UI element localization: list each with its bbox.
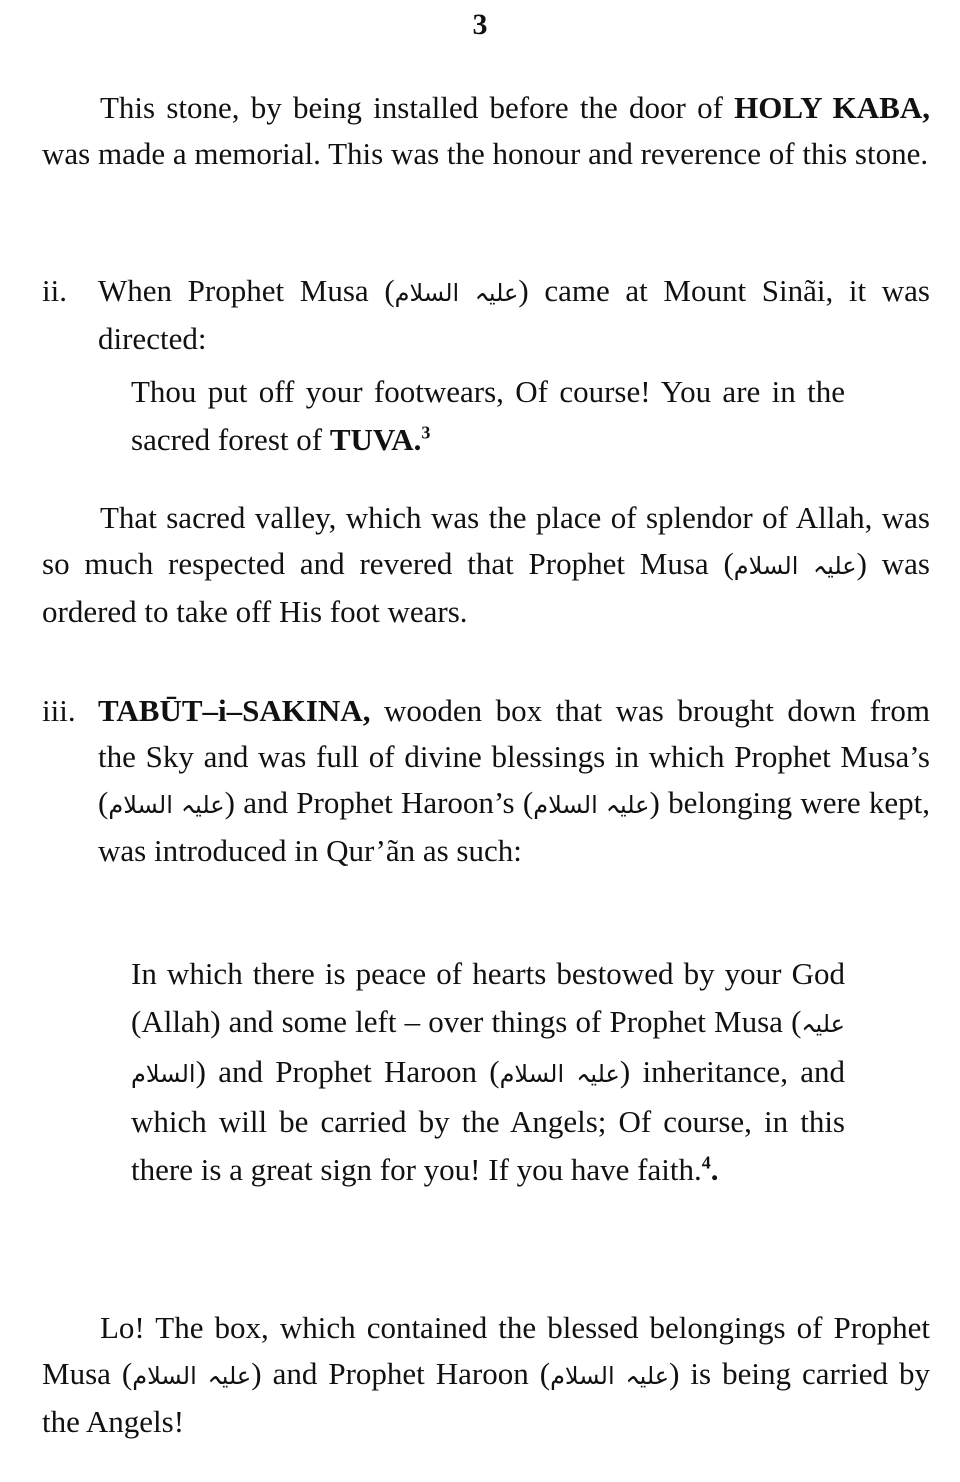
text: . [710, 1152, 719, 1187]
text: ) came at Mount Sinãi, it was directed: [98, 273, 930, 356]
honorific-arabic: عليہ السلام [108, 791, 225, 819]
text: wooden box that was brought down from the Sky and was full of divine blessings in which Prophet Musa’s ( [98, 693, 930, 820]
list-marker: iii. [42, 693, 76, 728]
page-number: 3 [472, 8, 488, 41]
honorific-arabic: عليہ السلام [499, 1060, 620, 1088]
text: ) is being carried by the Angels! [42, 1356, 930, 1439]
list-item-ii [42, 268, 930, 362]
emphasis-tuva: TUVA. [329, 422, 422, 457]
text: When Prophet Musa ( [98, 273, 395, 308]
text: This stone, by being installed before the door of [100, 90, 735, 125]
footnote-ref-3: 3 [421, 422, 431, 443]
text: was made a memorial. This was the honour and reverence of this stone. [42, 136, 929, 171]
emphasis-holy-kaba: HOLY KABA, [734, 90, 930, 125]
honorific-arabic: عليہ السلام [533, 791, 650, 819]
text: ) belonging were kept, was introduced in Qur’ãn as such: [98, 785, 930, 868]
text: ) and Prophet Haroon ( [195, 1054, 500, 1089]
list-body [98, 268, 930, 362]
emphasis-tabut-i-sakina: TABŪT–i–SAKINA, [98, 693, 371, 728]
list-marker: ii. [42, 273, 67, 308]
honorific-arabic: عليہ السلام [394, 279, 519, 307]
paragraph-sacred-valley [42, 495, 930, 635]
quote-tuva [131, 368, 845, 464]
honorific-arabic: عليہ السلام [733, 552, 857, 580]
text: ) and Prophet Haroon ( [251, 1356, 551, 1391]
honorific-arabic: عليہ السلام [131, 1010, 845, 1088]
text: Thou put off your footwears, Of course! You are in the sacred forest of [131, 374, 845, 457]
honorific-arabic: عليہ السلام [550, 1362, 670, 1390]
quote-quran [131, 950, 845, 1194]
list-body [98, 688, 930, 874]
text: In which there is peace of hearts bestowed by your God (Allah) and some left – over things of Prophet Musa ( [131, 956, 845, 1039]
text: ) and Prophet Haroon’s ( [224, 785, 534, 820]
honorific-arabic: عليہ السلام [132, 1362, 252, 1390]
paragraph-holy-kaba [42, 85, 930, 177]
text: Lo! The box, which contained the blessed belongings of Prophet Musa ( [42, 1310, 930, 1391]
footnote-ref-4: 4 [701, 1152, 711, 1173]
text: ) inheritance, and which will be carried by the Angels; Of course, in this there is a great sign for you! If you have faith. [131, 1054, 845, 1187]
list-item-iii [42, 688, 930, 874]
text: ) was ordered to take off His foot wears. [42, 546, 930, 629]
paragraph-the-box [42, 1305, 930, 1445]
text: That sacred valley, which was the place of splendor of Allah, was so much respected and revered that Prophet Musa ( [42, 500, 930, 581]
